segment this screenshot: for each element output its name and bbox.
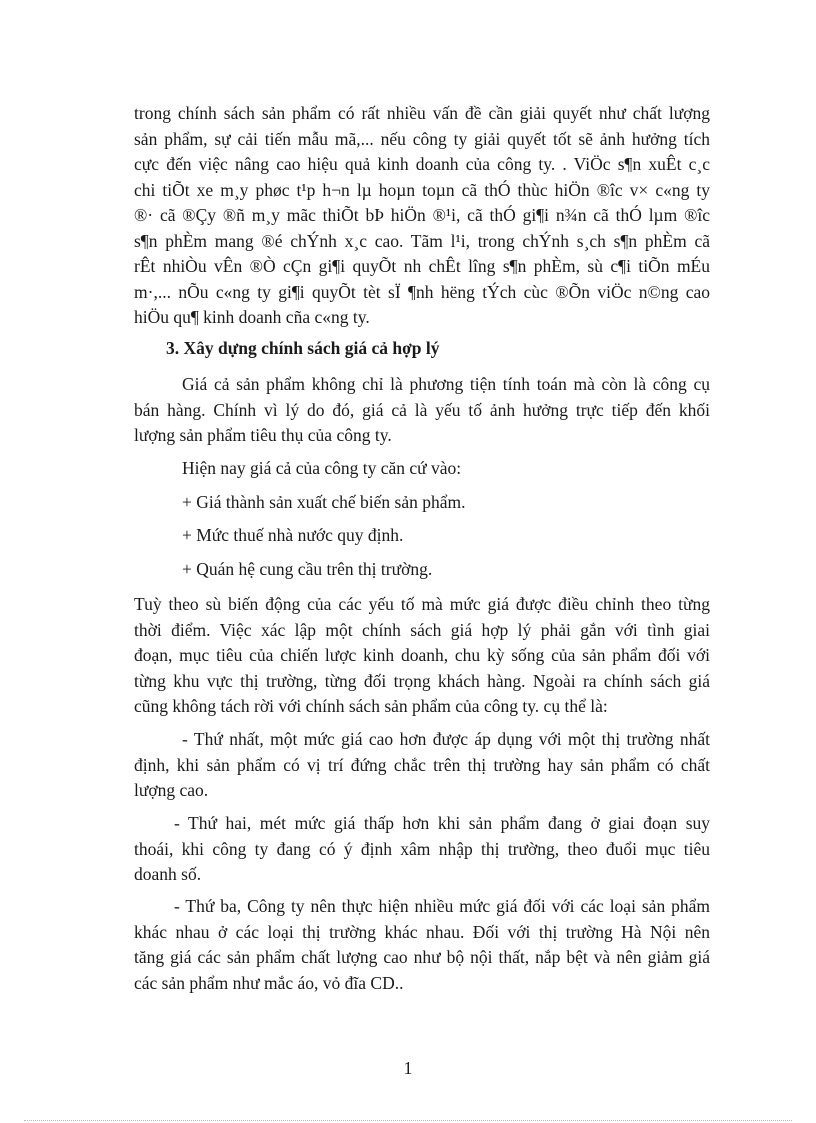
list-item: + Mức thuế nhà nước quy định.	[182, 525, 404, 545]
text-line: - Thứ nhất, một mức giá cao hơn được áp dụng với một thị trường nhất	[182, 729, 710, 749]
heading-text: 3. Xây dựng chính sách giá cả hợp lý	[166, 338, 440, 358]
text-line: lượng cao.	[134, 780, 209, 800]
text-line: các sản phẩm như mắc áo, vỏ đĩa CD..	[134, 972, 404, 993]
point-first	[134, 727, 710, 804]
point-third	[134, 894, 710, 996]
page-number: 1	[403, 1058, 413, 1078]
text-line: từng khu vực thị trường, từng đối trọng khách hàng. Ngoài ra chính sách giá	[134, 670, 710, 691]
text-line: m·,... nÕu c«ng ty gi¶i quyÕt tèt sÏ ¶nh hëng tÝch cùc ®Õn viÖc n©ng cao	[134, 281, 710, 302]
text-line: ®· cã ®Çy ®ñ m¸y mãc thiÕt bÞ hiÖn ®¹i, cã thÓ gi¶i n¾n cã thÓ lµm ®îc	[134, 205, 710, 225]
text-line: - Thứ ba, Công ty nên thực hiện nhiều mức giá đối với các loại sản phẩm	[174, 896, 710, 916]
text-line: Giá cả sản phẩm không chỉ là phương tiện tính toán mà còn là công cụ	[182, 374, 710, 394]
text-line: trong chính sách sản phẩm có rất nhiều vấn đề cần giải quyết như chất lượng	[134, 103, 710, 123]
text-line: Tuỳ theo sù biến động của các yếu tố mà mức giá được điều chỉnh theo từng	[134, 594, 710, 614]
text-line: Hiện nay giá cả của công ty căn cứ vào:	[182, 458, 462, 478]
text-line: hiÖu qu¶ kinh doanh cña c«ng ty.	[134, 307, 370, 327]
page-bottom-divider	[24, 1120, 792, 1121]
text-line: đoạn, mục tiêu của chiến lược kinh doanh, chu kỳ sống của sản phẩm đối với	[134, 645, 710, 665]
text-line: khác nhau ở các loại thị trường khác nhau. Đối với thị trường Hà Nội nên	[134, 921, 710, 942]
paragraph-product-policy	[134, 101, 710, 331]
text-line: - Thứ hai, mét mức giá thấp hơn khi sản phẩm đang ở giai đoạn suy	[174, 813, 710, 833]
paragraph-price-intro	[134, 372, 710, 449]
price-basis-item	[134, 523, 710, 549]
price-basis-item	[134, 557, 710, 583]
text-line: sản phẩm, sự cải tiến mẫu mã,... nếu công ty giải quyết tốt sẽ ảnh hưởng tích	[134, 128, 710, 149]
price-basis-intro	[134, 456, 710, 482]
text-line: lượng sản phẩm tiêu thụ của công ty.	[134, 425, 392, 445]
text-line: thoái, khi công ty đang có ý định xâm nhập thị trường, theo đuổi mục tiêu	[134, 838, 710, 859]
text-line: cực đến việc nâng cao hiệu quả kinh doanh của công ty. . ViÖc s¶n xuÊt c¸c	[134, 154, 710, 174]
text-line: định, khi sản phẩm có vị trí đứng chắc trên thị trường hay sản phẩm có chất	[134, 754, 710, 775]
list-item: + Quán hệ cung cầu trên thị trường.	[182, 559, 433, 579]
paragraph-price-factors	[134, 592, 710, 720]
price-basis-item	[134, 490, 710, 516]
text-line: s¶n phÈm mang ®é chÝnh x¸c cao. Tãm l¹i, trong chÝnh s¸ch s¶n phÈm cã	[134, 230, 710, 251]
text-line: thời điểm. Việc xác lập một chính sách giá hợp lý phải gắn với tình giai	[134, 619, 710, 640]
text-line: rÊt nhiÒu vÊn ®Ò cÇn gi¶i quyÕt nh chÊt lîng s¶n phÈm, sù c¶i tiÕn mÉu	[134, 256, 710, 276]
text-line: cũng không tách rời với chính sách sản phẩm của công ty. cụ thể là:	[134, 696, 608, 716]
list-item: + Giá thành sản xuất chế biến sản phẩm.	[182, 492, 466, 512]
text-line: chi tiÕt xe m¸y phøc t¹p h¬n lµ hoµn toµn cã thÓ thùc hiÖn ®îc v× c«ng ty	[134, 179, 710, 200]
section-heading	[134, 336, 710, 362]
text-line: doanh số.	[134, 864, 202, 884]
text-line: bán hàng. Chính vì lý do đó, giá cả là yếu tố ảnh hưởng trực tiếp đến khối	[134, 399, 710, 420]
point-second	[134, 811, 710, 888]
text-line: tăng giá các sản phẩm chất lượng cao như bộ nội thất, nắp bệt và nên giảm giá	[134, 947, 710, 967]
